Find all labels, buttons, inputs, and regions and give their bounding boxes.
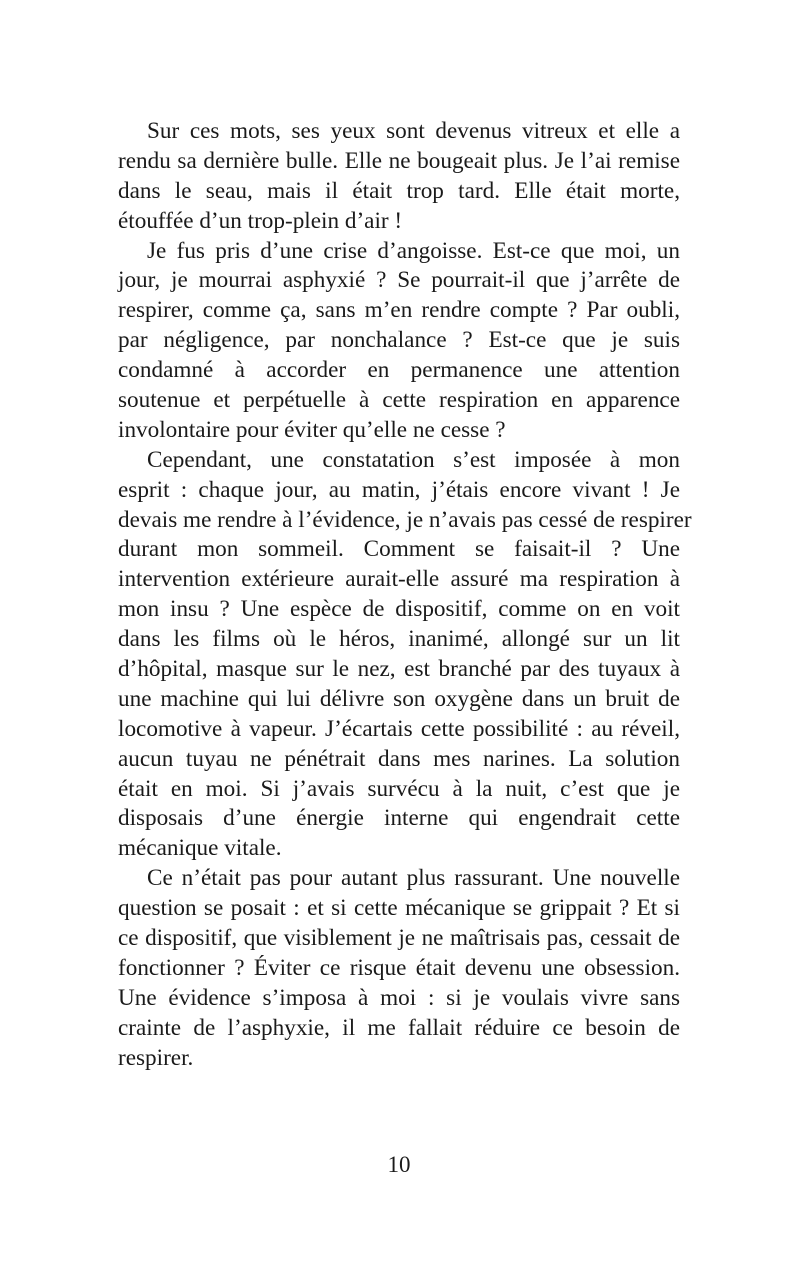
text-line: Cependant, une constatation s’est imposée à mon	[147, 446, 680, 473]
text-line: étouffée d’un trop-plein d’air !	[118, 207, 403, 234]
text-line: d’hôpital, masque sur le nez, est branché par des tuyaux à	[118, 656, 680, 683]
text-line: Je fus pris d’une crise d’angoisse. Est-ce que moi, un	[147, 237, 680, 264]
paragraph	[118, 864, 680, 1073]
text-line: Une évidence s’imposa à moi : si je voulais vivre sans	[118, 984, 680, 1011]
text-line: locomotive à vapeur. J’écartais cette possibilité : au réveil,	[118, 715, 680, 742]
text-line: Sur ces mots, ses yeux sont devenus vitreux et elle a	[147, 118, 680, 144]
text-line: crainte de l’asphyxie, il me fallait réduire ce besoin de	[118, 1014, 680, 1041]
text-line: jour, je mourrai asphyxié ? Se pourrait-il que j’arrête de	[118, 267, 680, 294]
page-number: 10	[387, 1152, 411, 1177]
text-line: durant mon sommeil. Comment se faisait-il ? Une	[118, 536, 680, 563]
text-line: une machine qui lui délivre son oxygène dans un bruit de	[118, 685, 680, 712]
text-line: dans les films où le héros, inanimé, allongé sur un lit	[118, 626, 680, 653]
text-line: était en moi. Si j’avais survécu à la nuit, c’est que je	[118, 775, 680, 802]
text-line: intervention extérieure aurait-elle assuré ma respiration à	[118, 566, 680, 593]
text-line: respirer, comme ça, sans m’en rendre compte ? Par oubli,	[118, 297, 680, 324]
text-line: Ce n’était pas pour autant plus rassurant. Une nouvelle	[147, 865, 680, 892]
text-line: involontaire pour éviter qu’elle ne cesse ?	[118, 416, 506, 443]
text-line: fonctionner ? Éviter ce risque était devenu une obsession.	[118, 954, 680, 981]
text-line: esprit : chaque jour, au matin, j’étais encore vivant ! Je	[118, 476, 680, 503]
text-line: condamné à accorder en permanence une attention	[118, 357, 680, 384]
text-line: rendu sa dernière bulle. Elle ne bougeait plus. Je l’ai remise	[118, 147, 680, 174]
text-line: respirer.	[118, 1044, 194, 1071]
body-text	[118, 117, 692, 1074]
text-line: question se posait : et si cette mécanique se grippait ? Et si	[118, 895, 680, 922]
paragraph	[118, 117, 680, 237]
text-line: disposais d’une énergie interne qui engendrait cette	[118, 805, 680, 832]
text-line: soutenue et perpétuelle à cette respiration en apparence	[118, 387, 680, 414]
paragraph	[118, 237, 680, 446]
text-line: devais me rendre à l’évidence, je n’avais pas cessé de respirer	[118, 506, 692, 533]
text-line: ce dispositif, que visiblement je ne maîtrisais pas, cessait de	[118, 925, 680, 952]
text-line: aucun tuyau ne pénétrait dans mes narines. La solution	[118, 745, 680, 772]
text-line: mon insu ? Une espèce de dispositif, comme on en voit	[118, 596, 680, 623]
paragraph	[118, 446, 692, 864]
text-line: dans le seau, mais il était trop tard. Elle était morte,	[118, 177, 680, 204]
text-line: par négligence, par nonchalance ? Est-ce que je suis	[118, 327, 680, 354]
text-line: mécanique vitale.	[118, 835, 282, 862]
